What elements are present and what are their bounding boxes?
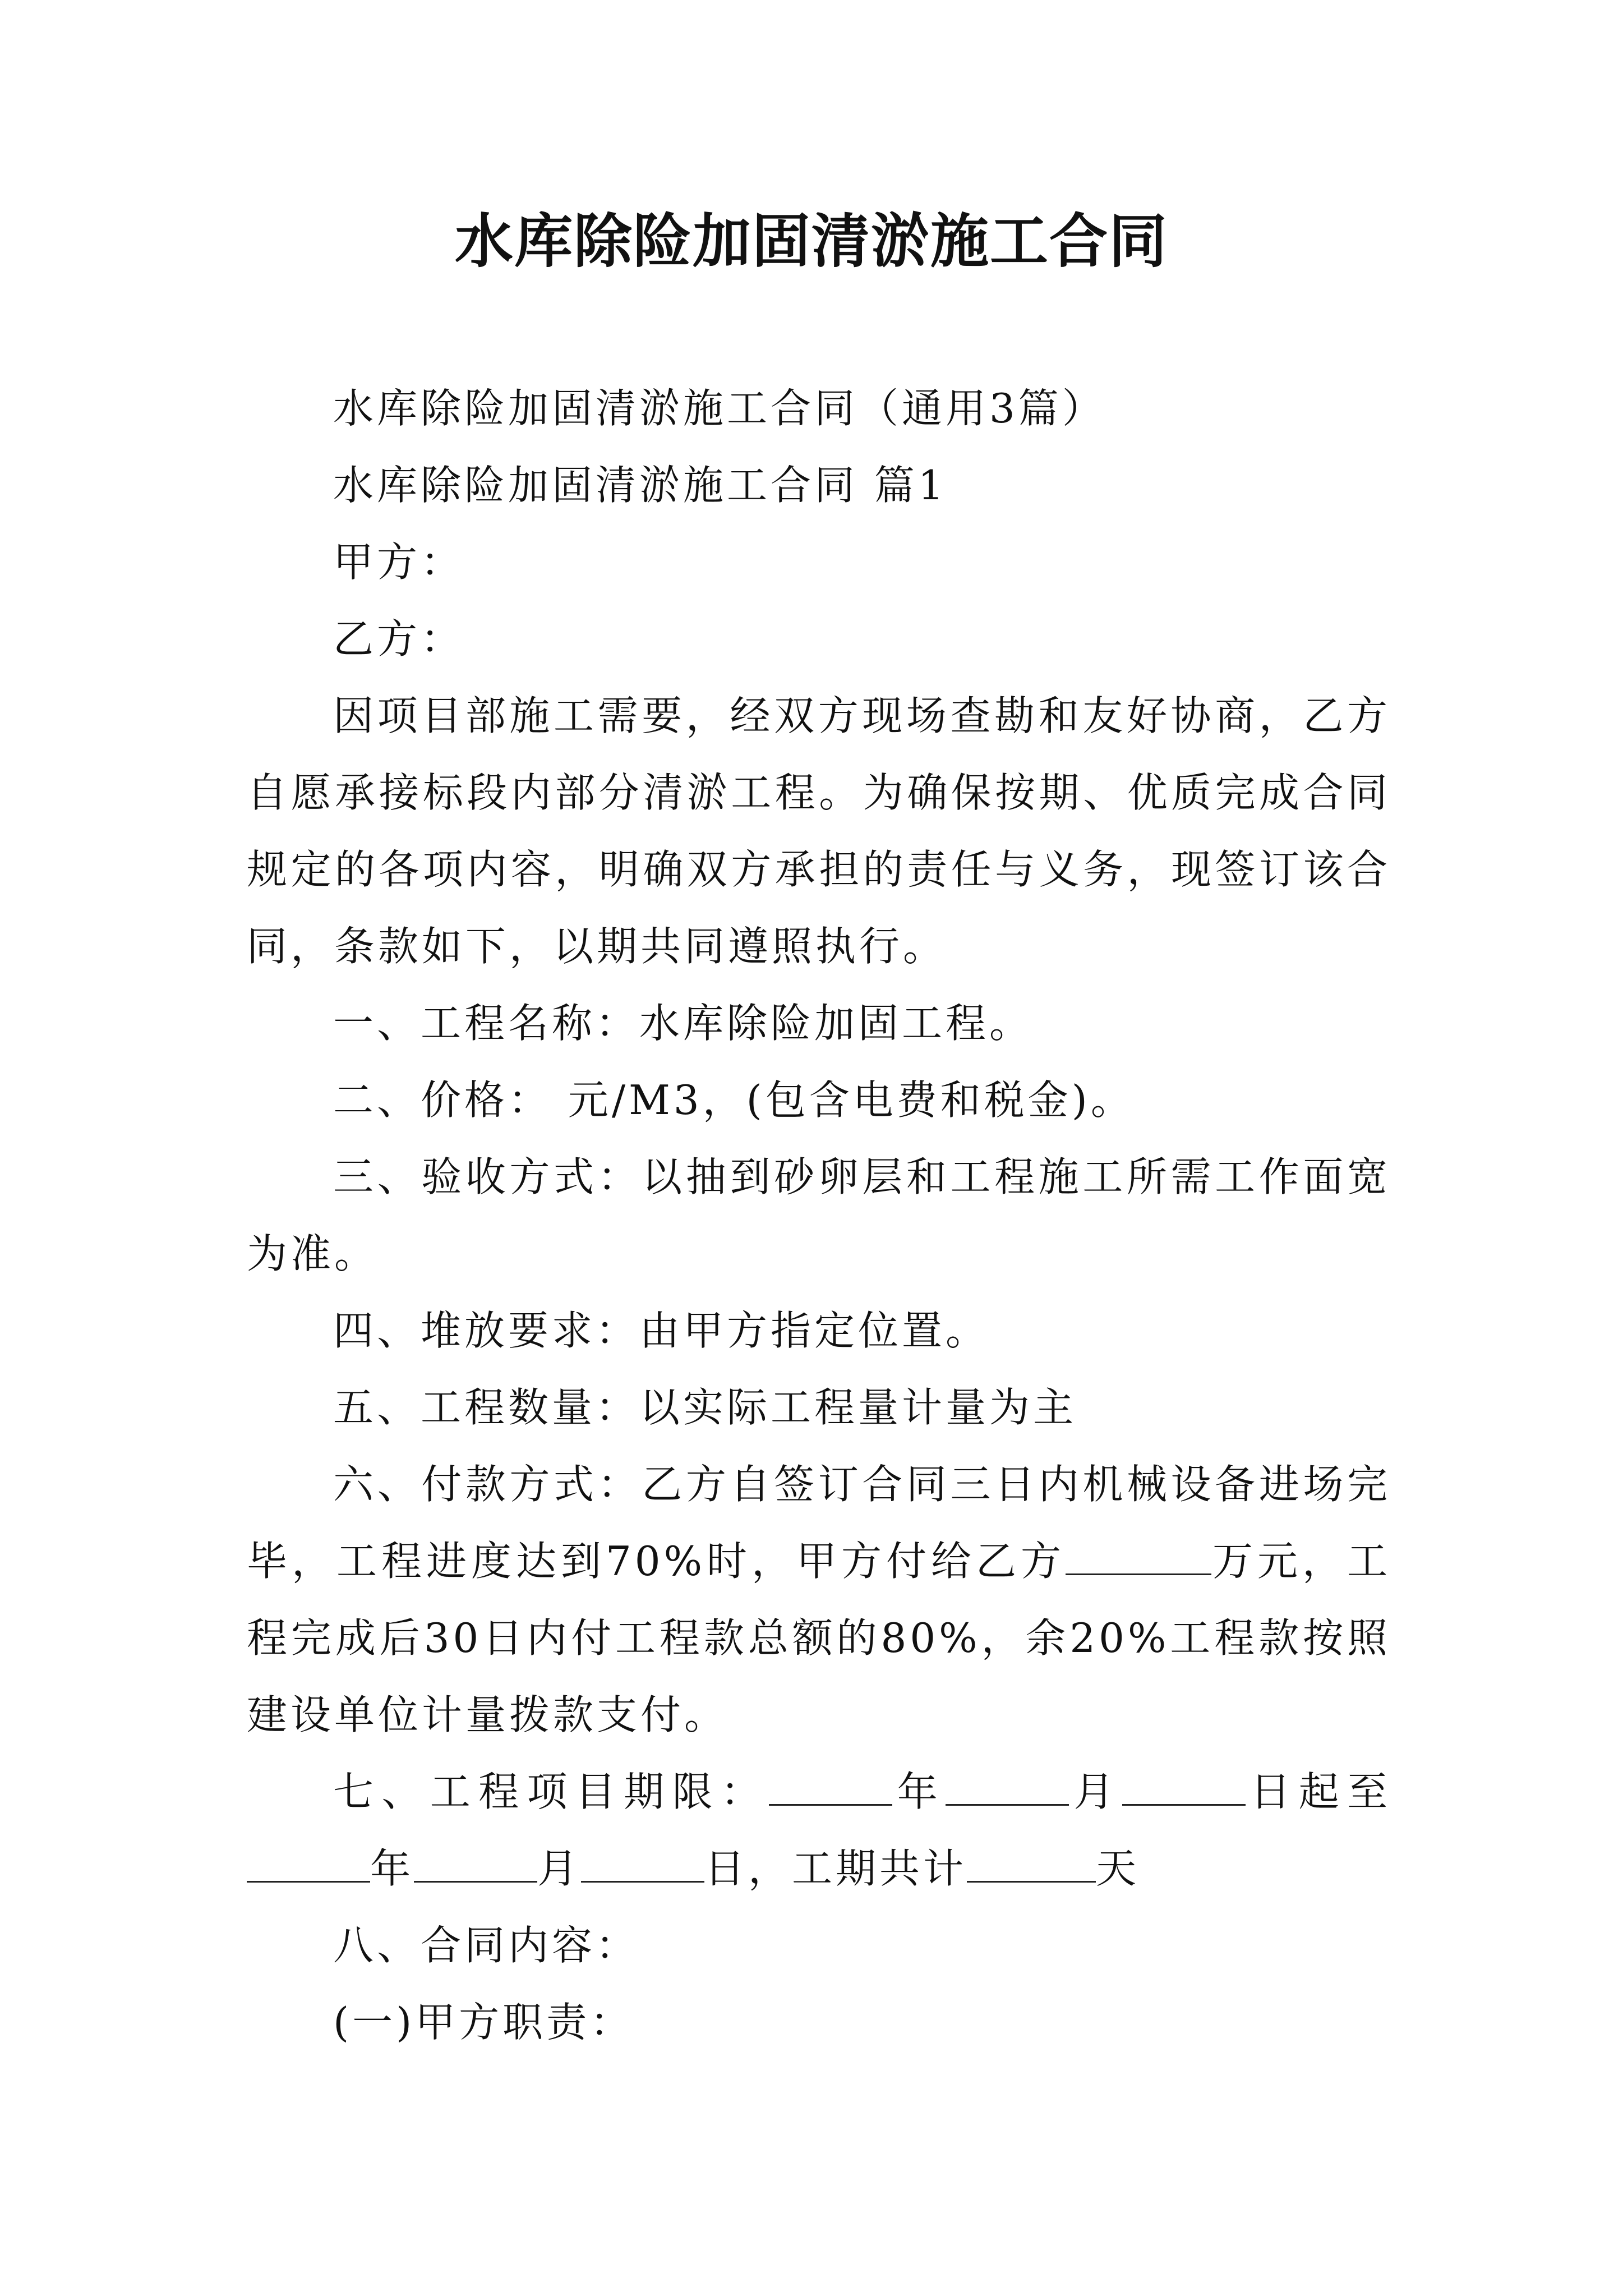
end-day-blank (581, 1847, 704, 1883)
month-label: 月 (1069, 1768, 1122, 1815)
day-from-label: 日起至 (1245, 1768, 1391, 1815)
clause-price: 二、价格： 元/M3，(包含电费和税金)。 (333, 1076, 1135, 1124)
clause-term (247, 1754, 1391, 1907)
end-month-blank (414, 1847, 537, 1883)
start-day-blank (1122, 1770, 1246, 1806)
start-month-blank (946, 1770, 1069, 1806)
clause-stacking: 四、堆放要求：由甲方指定位置。 (333, 1307, 990, 1354)
subtitle: 水库除险加固清淤施工合同（通用3篇） (333, 385, 1106, 432)
section-heading: 水库除险加固清淤施工合同 篇1 (333, 462, 947, 509)
clause-contract-content: 八、合同内容： (333, 1922, 640, 1969)
clause-quantity: 五、工程数量：以实际工程量计量为主 (333, 1384, 1077, 1431)
end-year-blank (247, 1847, 370, 1883)
days-label: 天 (1096, 1845, 1140, 1892)
clause-term-lead: 七、工程项目期限： (333, 1768, 769, 1815)
day-label: 日，工期共计 (704, 1845, 967, 1892)
year-label-2: 年 (370, 1845, 414, 1892)
year-label: 年 (892, 1768, 946, 1815)
clause-project-name: 一、工程名称：水库除险加固工程。 (333, 1000, 1034, 1047)
payment-amount-blank (1066, 1540, 1211, 1575)
start-year-blank (769, 1770, 892, 1806)
month-label-2: 月 (537, 1845, 582, 1892)
total-days-blank (967, 1847, 1096, 1883)
document-title: 水库除险加固清淤施工合同 (454, 207, 1168, 275)
clause-acceptance: 三、验收方式：以抽到砂卵层和工程施工所需工作面宽为准。 (247, 1153, 1391, 1277)
clause-payment-text-1: 六、付款方式：乙方自签订合同三日内机械设备进场完毕，工程进度达到70%时，甲方付给乙方 (247, 1461, 1391, 1585)
intro-paragraph: 因项目部施工需要，经双方现场查勘和友好协商，乙方自愿承接标段内部分清淤工程。为确保按期、优质完成合同规定的各项内容，明确双方承担的责任与义务，现签订该合同，条款如下，以期共同遵照执行。 (247, 692, 1391, 970)
document-body (247, 370, 1391, 2061)
clause-payment-text-2: 万元，工程完成后30日内付工程款总额的80%，余20%工程款按照建设单位计量拨款支付。 (247, 1538, 1391, 1738)
clause-party-a-duties: (一)甲方职责： (333, 1999, 634, 2046)
clause-payment (247, 1446, 1391, 1754)
party-b-label: 乙方： (333, 615, 465, 662)
party-a-label: 甲方： (333, 539, 465, 586)
